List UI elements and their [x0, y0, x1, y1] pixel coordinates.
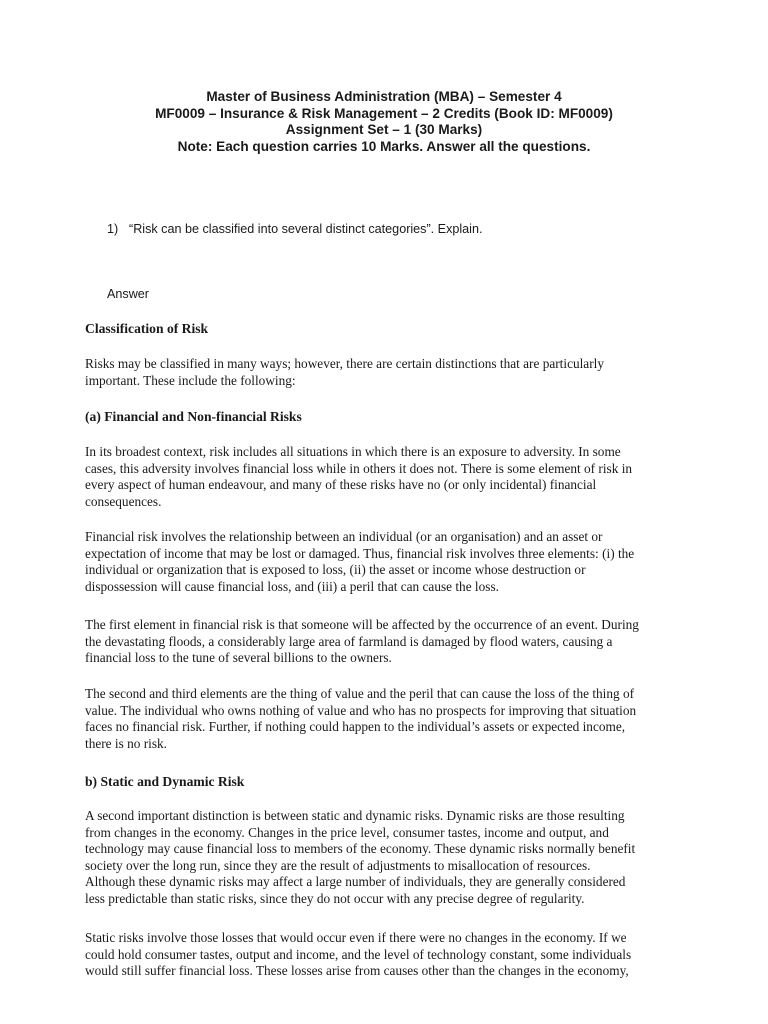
document-header [0, 89, 768, 155]
text-line: cases, this adversity involves financial loss while in others it does not. There is some element of risk in [85, 460, 633, 476]
text-line: individual or organization that is exposed to loss, (ii) the asset or income whose destruction or [85, 562, 586, 578]
text-line: technology may cause financial loss to members of the economy. These dynamic risks normally benefit [85, 841, 636, 857]
text-line: expectation of income that may be lost or damaged. Thus, financial risk involves three elements: (i) the [85, 545, 635, 561]
text-line: dispossession will cause financial loss, and (iii) a peril that can cause the loss. [85, 578, 499, 594]
subsection-b-title: b) Static and Dynamic Risk [85, 774, 245, 789]
subsection-a-paragraph-3 [85, 617, 717, 667]
header-program-line: Master of Business Administration (MBA) – Semester 4 [206, 89, 562, 104]
question-1 [107, 221, 482, 238]
text-line: The first element in financial risk is that someone will be affected by the occurrence of an event. During [85, 617, 639, 632]
subsection-b-paragraph-2 [85, 930, 717, 980]
section-title: Classification of Risk [85, 321, 209, 336]
subsection-a-paragraph-4 [85, 686, 717, 752]
header-assignment-line: Assignment Set – 1 (30 Marks) [285, 122, 483, 137]
text-line: important. These include the following: [85, 372, 296, 388]
text-line: In its broadest context, risk includes all situations in which there is an exposure to adversity. In some [85, 444, 621, 459]
question-text: “Risk can be classified into several distinct categories”. Explain. [129, 222, 483, 236]
subsection-a-title: (a) Financial and Non-financial Risks [85, 409, 302, 424]
intro-paragraph [85, 356, 717, 389]
header-course-line: MF0009 – Insurance & Risk Management – 2 Credits (Book ID: MF0009) [155, 105, 613, 121]
question-number: 1) [107, 222, 119, 236]
subsection-b-paragraph-1 [85, 808, 717, 908]
text-line: would still suffer financial loss. These losses arise from causes other than the changes in the economy, [85, 963, 629, 979]
text-line: faces no financial risk. Further, if nothing could happen to the individual’s assets or expected income, [85, 719, 626, 735]
subsection-a-paragraph-2 [85, 529, 717, 595]
text-line: value. The individual who owns nothing of value and who has no prospects for improving that situation [85, 702, 637, 718]
text-line: from changes in the economy. Changes in the price level, consumer tastes, income and output, and [85, 824, 609, 840]
text-line: The second and third elements are the thing of value and the peril that can cause the loss of the thing of [85, 686, 635, 701]
text-line: there is no risk. [85, 735, 167, 751]
header-note-line: Note: Each question carries 10 Marks. Answer all the questions. [177, 138, 591, 154]
text-line: Financial risk involves the relationship between an individual (or an organisation) and an asset or [85, 529, 603, 544]
text-line: Static risks involve those losses that would occur even if there were no changes in the economy. If we [85, 930, 627, 945]
text-line: less predictable than static risks, since they do not occur with any precise degree of regularity. [85, 890, 585, 906]
text-line: could hold consumer tastes, output and income, and the level of technology constant, some individuals [85, 946, 632, 962]
subsection-a-paragraph-1 [85, 444, 717, 510]
text-line: Risks may be classified in many ways; however, there are certain distinctions that are particularly [85, 356, 604, 371]
text-line: A second important distinction is between static and dynamic risks. Dynamic risks are those resulting [85, 808, 625, 823]
text-line: every aspect of human endeavour, and many of these risks have no (or only incidental) financial [85, 477, 597, 493]
text-line: financial loss to the tune of several billions to the owners. [85, 650, 392, 666]
text-line: consequences. [85, 493, 162, 509]
answer-label: Answer [107, 287, 149, 301]
text-line: the devastating floods, a considerably large area of farmland is damaged by flood waters, causing a [85, 633, 613, 649]
text-line: Although these dynamic risks may affect a large number of individuals, they are generally considered [85, 874, 626, 890]
text-line: society over the long run, since they are the result of adjustments to misallocation of resources. [85, 857, 591, 873]
